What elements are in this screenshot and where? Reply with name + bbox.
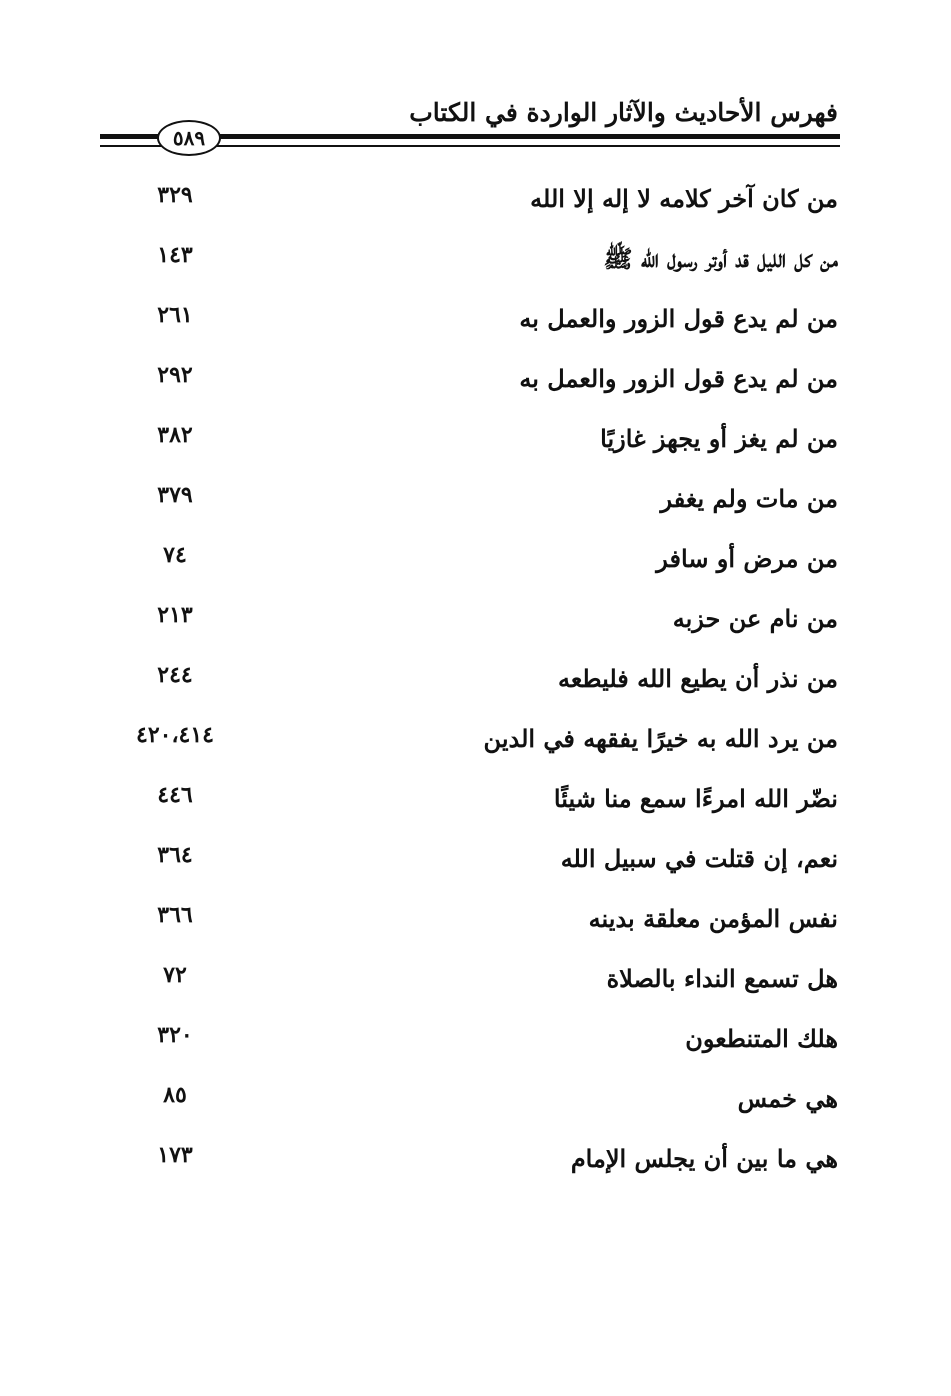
index-entry [100, 590, 840, 650]
entry-page-numbers: ٣٢٠ [157, 1022, 193, 1048]
entry-text: نضّر الله امرءًا سمع منا شيئًا [553, 784, 838, 813]
index-entry [100, 710, 840, 770]
entry-page-numbers: ٣٧٩ [157, 482, 193, 508]
entry-page-numbers: ٣٢٩ [157, 182, 193, 208]
entry-text: من لم يدع قول الزور والعمل به [519, 364, 838, 393]
entry-text: من نام عن حزبه [672, 604, 838, 633]
entry-page-numbers: ١٤٣ [157, 242, 193, 268]
entry-text: من كان آخر كلامه لا إله إلا الله [530, 184, 838, 213]
entry-page-numbers: ٣٨٢ [157, 422, 193, 448]
entry-text: هي خمس [737, 1084, 838, 1113]
index-entry [100, 230, 840, 290]
index-entry [100, 1130, 840, 1190]
index-entry [100, 290, 840, 350]
page-title: فهرس الأحاديث والآثار الواردة في الكتاب [409, 98, 838, 127]
entry-page-numbers: ٢٦١ [157, 302, 193, 328]
entry-text: من مرض أو سافر [656, 544, 838, 573]
entry-page-numbers: ٧٢ [163, 962, 187, 988]
index-entry [100, 890, 840, 950]
entry-text: نفس المؤمن معلقة بدينه [588, 904, 838, 933]
entry-text: من لم يغز أو يجهز غازيًا [600, 424, 838, 453]
entry-text: من لم يدع قول الزور والعمل به [519, 304, 838, 333]
entry-page-numbers: ١٧٣ [157, 1142, 193, 1168]
entry-page-numbers: ٣٦٤ [157, 842, 193, 868]
index-entry [100, 470, 840, 530]
entry-page-numbers: ٤٢٠،٤١٤ [136, 722, 214, 748]
page-number: ٥٨٩ [172, 126, 206, 150]
entry-page-numbers: ٢٩٢ [157, 362, 193, 388]
index-list [100, 170, 840, 1190]
index-entry [100, 1010, 840, 1070]
index-entry [100, 650, 840, 710]
index-entry [100, 410, 840, 470]
index-entry [100, 1070, 840, 1130]
index-entry [100, 830, 840, 890]
entry-text: من نذر أن يطيع الله فليطعه [557, 664, 838, 693]
entry-text: هلك المتنطعون [685, 1024, 838, 1053]
entry-page-numbers: ٨٥ [163, 1082, 187, 1108]
entry-page-numbers: ٣٦٦ [157, 902, 193, 928]
entry-text: من كل الليل قد أوتر رسول الله ﷺ [603, 244, 838, 273]
entry-page-numbers: ٤٤٦ [157, 782, 193, 808]
index-entry [100, 530, 840, 590]
entry-text: من يرد الله به خيرًا يفقهه في الدين [483, 724, 838, 753]
page-header [100, 92, 840, 162]
entry-page-numbers: ٢١٣ [157, 602, 193, 628]
entry-text: من مات ولم يغفر [660, 484, 838, 513]
entry-text: هل تسمع النداء بالصلاة [606, 964, 838, 993]
index-entry [100, 170, 840, 230]
index-entry [100, 770, 840, 830]
entry-text: هي ما بين أن يجلس الإمام [570, 1144, 838, 1173]
entry-text: نعم، إن قتلت في سبيل الله [560, 844, 838, 873]
index-entry [100, 950, 840, 1010]
entry-page-numbers: ٧٤ [163, 542, 187, 568]
entry-page-numbers: ٢٤٤ [157, 662, 193, 688]
index-entry [100, 350, 840, 410]
page-number-badge [157, 120, 221, 156]
